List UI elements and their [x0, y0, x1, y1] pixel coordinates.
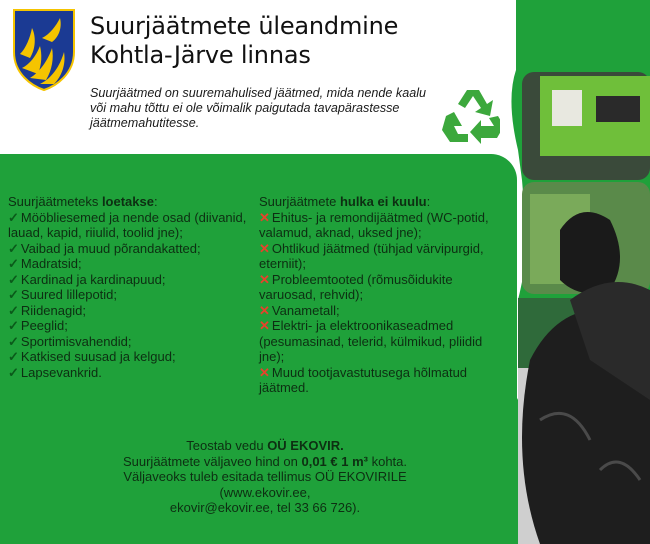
coat-of-arms-icon — [12, 8, 76, 92]
info-panel — [0, 154, 517, 544]
cross-icon: ✕ — [259, 318, 270, 333]
cross-icon: ✕ — [259, 271, 270, 287]
accepted-heading: Suurjäätmeteks loetakse: — [8, 194, 158, 209]
rejected-item-text: Ohtlikud jäätmed (tühjad värvipurgid, eterniit); — [259, 240, 484, 271]
order-line: Väljaveoks tuleb esitada tellimus OÜ EKOVIRILE (www.ekovir.ee, — [123, 469, 407, 500]
rejected-items — [259, 210, 511, 396]
accepted-item-text: Suured lillepotid; — [20, 287, 118, 302]
accepted-item — [8, 241, 253, 257]
accepted-item-text: Lapsevankrid. — [20, 364, 102, 380]
accepted-item-text: Sportimisvahendid; — [20, 333, 132, 349]
accepted-item-text: Katkised suusad ja kelgud; — [20, 349, 176, 364]
accepted-item — [8, 272, 253, 288]
accepted-item-text: Vaibad ja muud põrandakatted; — [20, 240, 201, 256]
contact-info — [80, 438, 450, 516]
recycle-icon — [440, 86, 506, 148]
email-phone-line: ekovir@ekovir.ee, tel 33 66 726). — [169, 500, 361, 515]
price-line: Suurjäätmete väljaveo hind on 0,01 € 1 m³ kohta. — [122, 453, 408, 469]
accepted-items — [8, 210, 253, 381]
rejected-item-text: Ehitus- ja remondijäätmed (WC-potid, valamud, aknad, uksed jne); — [259, 209, 489, 240]
accepted-item — [8, 287, 253, 303]
rejected-item — [259, 365, 511, 396]
accepted-list — [8, 194, 253, 380]
rejected-list — [259, 194, 511, 396]
cross-icon: ✕ — [259, 240, 270, 256]
intro-text: Suurjäätmed on suuremahulised jäätmed, mida nende kaalu või mahu tõttu ei ole võimalik paigutada tavapärastesse jäätmemahutitesse. — [90, 86, 427, 130]
accepted-item-text: Riidenagid; — [20, 302, 86, 318]
cross-icon: ✕ — [259, 364, 270, 380]
accepted-item-text: Peeglid; — [20, 318, 68, 333]
accepted-item — [8, 318, 253, 334]
check-icon: ✓ — [8, 256, 19, 271]
accepted-item-text: Mööbliesemed ja nende osad (diivanid, lauad, kapid, riiulid, toolid jne); — [8, 209, 247, 240]
rejected-item-text: Muud tootjavastutusega hõlmatud jäätmed. — [259, 364, 468, 395]
rejected-item-text: Elektri- ja elektroonikaseadmed (pesumasinad, telerid, külmikud, pliidid jne); — [259, 318, 483, 364]
waste-photos-icon — [500, 0, 650, 544]
cross-icon: ✕ — [259, 209, 270, 225]
title-line-1: Suurjäätmete üleandmine — [90, 12, 399, 40]
cross-icon: ✕ — [259, 302, 270, 318]
rejected-item-text: Probleemtooted (rõmusõidukite varuosad, rehvid); — [259, 271, 453, 302]
check-icon: ✓ — [8, 287, 19, 302]
accepted-item — [8, 303, 253, 319]
accepted-item-text: Kardinad ja kardinapuud; — [20, 271, 166, 287]
check-icon: ✓ — [8, 318, 19, 333]
carrier-line: Teostab vedu OÜ EKOVIR. — [186, 438, 344, 453]
check-icon: ✓ — [8, 240, 19, 256]
accepted-item — [8, 365, 253, 381]
rejected-item — [259, 210, 511, 241]
accepted-item — [8, 334, 253, 350]
accepted-item — [8, 349, 253, 365]
accepted-item — [8, 256, 253, 272]
rejected-item-text: Vanametall; — [271, 302, 340, 318]
rejected-item — [259, 303, 511, 319]
check-icon: ✓ — [8, 364, 19, 380]
accepted-item — [8, 210, 253, 241]
rejected-heading: Suurjäätmete hulka ei kuulu: — [259, 194, 431, 209]
check-icon: ✓ — [8, 271, 19, 287]
check-icon: ✓ — [8, 349, 19, 364]
title-line-2: Kohtla-Järve linnas — [90, 41, 311, 69]
check-icon: ✓ — [8, 209, 19, 225]
check-icon: ✓ — [8, 333, 19, 349]
rejected-item — [259, 241, 511, 272]
rejected-item — [259, 272, 511, 303]
check-icon: ✓ — [8, 302, 19, 318]
rejected-item — [259, 318, 511, 365]
page-title — [90, 12, 398, 70]
accepted-item-text: Madratsid; — [20, 256, 82, 271]
